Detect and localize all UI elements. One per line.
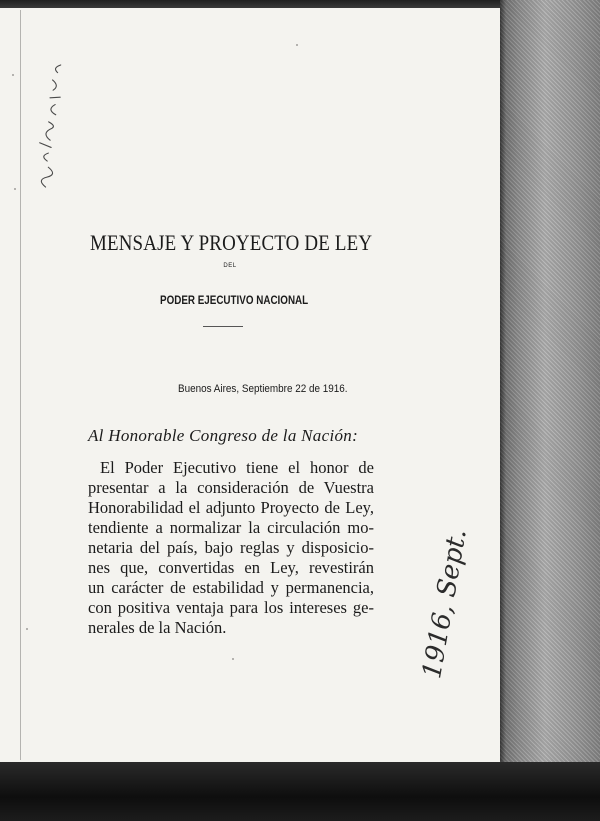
scan-speck — [12, 74, 14, 76]
scan-speck — [296, 44, 298, 46]
left-margin-handwriting — [25, 30, 77, 193]
right-margin-handwriting — [413, 521, 476, 685]
body-line: un carácter de estabilidad y permanencia, — [88, 578, 374, 597]
body-line: nerales de la Nación. — [88, 618, 227, 637]
scan-bottom-border — [0, 762, 600, 821]
body-line: tendiente a normalizar la circulación mo- — [88, 518, 374, 537]
title-connector: DEL — [223, 263, 237, 269]
page-edge-shadow — [500, 0, 506, 821]
body-line: El Poder Ejecutivo tiene el honor de — [100, 458, 374, 477]
dateline: Buenos Aires, Septiembre 22 de 1916. — [178, 383, 348, 395]
scan-speck — [26, 628, 28, 630]
message-body — [88, 458, 388, 638]
document-subtitle: PODER EJECUTIVO NACIONAL — [160, 293, 309, 307]
scan-speck — [14, 188, 16, 190]
svg-text:1916, Sept.: 1916, Sept. — [417, 526, 473, 681]
body-line: Honorabilidad el adjunto Proyecto de Ley, — [88, 498, 374, 517]
title-divider — [203, 326, 243, 327]
scan-right-border — [500, 0, 600, 821]
document-title: MENSAJE Y PROYECTO DE LEY — [90, 230, 373, 255]
scan-speck — [232, 658, 234, 660]
body-line: netaria del país, bajo reglas y disposicio- — [88, 538, 374, 557]
salutation: Al Honorable Congreso de la Nación: — [88, 426, 359, 445]
body-line: nes que, convertidas en Ley, revestirán — [88, 558, 374, 577]
body-line: presentar a la consideración de Vuestra — [88, 478, 374, 497]
body-line: con positiva ventaja para los intereses ge- — [88, 598, 374, 617]
document-page — [0, 8, 500, 762]
